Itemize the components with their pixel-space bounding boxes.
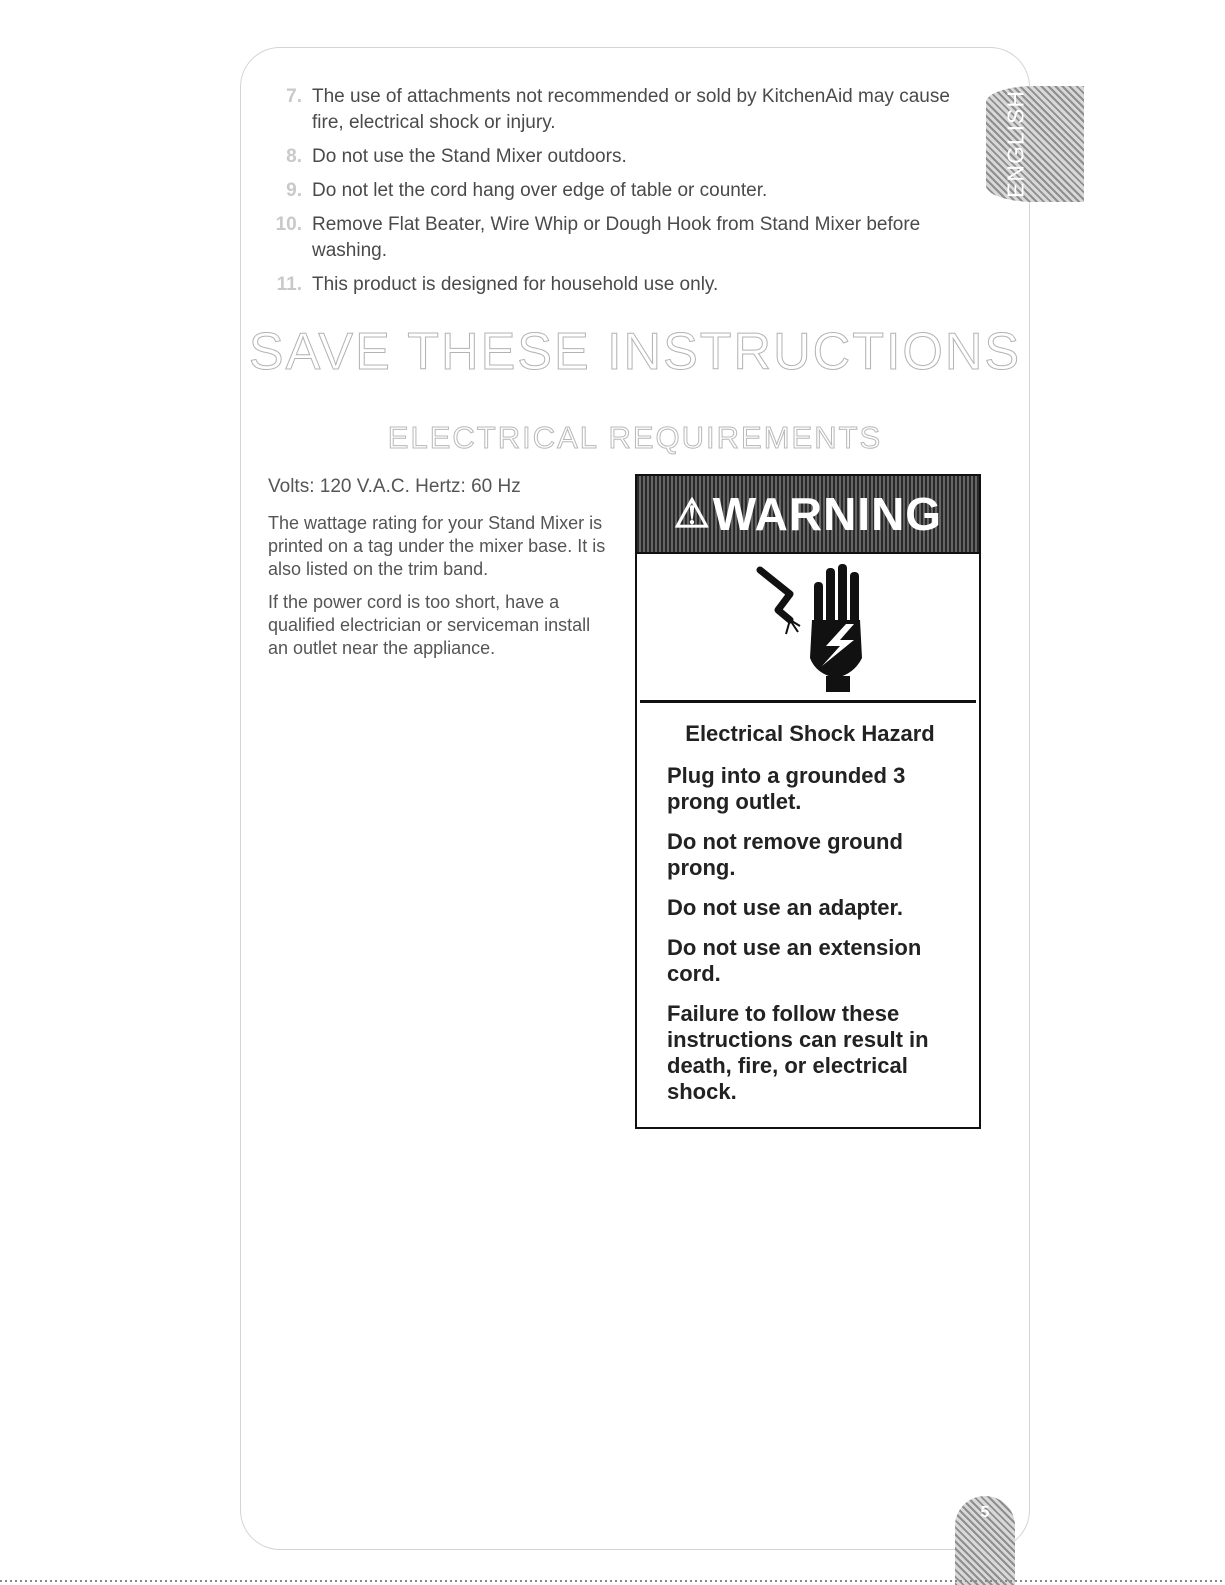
list-item: 7. The use of attachments not recommended or sold by KitchenAid may cause fire, electrical shock or injury.: [286, 86, 950, 133]
list-item: 8. Do not use the Stand Mixer outdoors.: [286, 146, 627, 167]
page-number-tab: [955, 1496, 1015, 1585]
language-tab: [986, 86, 1084, 202]
warning-triangle-icon: ⚠: [673, 492, 711, 536]
list-item: 9. Do not let the cord hang over edge of table or counter.: [286, 180, 768, 201]
electrical-requirements-text: [268, 475, 613, 670]
warning-header: [637, 476, 979, 554]
volts-line: Volts: 120 V.A.C. Hertz: 60 Hz: [268, 476, 521, 497]
list-item: 10. Remove Flat Beater, Wire Whip or Dough Hook from Stand Mixer before washing.: [275, 214, 921, 261]
warning-line: Do not use an adapter.: [667, 895, 903, 920]
page-number: 5: [980, 1504, 990, 1521]
hazard-title: Electrical Shock Hazard: [685, 721, 935, 746]
electric-shock-hand-icon: [640, 554, 978, 700]
warning-line: Do not remove ground prong.: [667, 829, 903, 880]
warning-line: Failure to follow these instructions can result in death, fire, or electrical shock.: [667, 1001, 929, 1104]
electrical-requirements-heading: ELECTRICAL REQUIREMENTS: [387, 420, 883, 455]
warning-header-label: WARNING: [712, 488, 943, 540]
list-item: 11. This product is designed for household use only.: [276, 274, 719, 295]
cord-paragraph: If the power cord is too short, have a qualified electrician or serviceman install an outlet near the appliance.: [268, 592, 591, 658]
warning-body: [637, 703, 979, 1105]
safety-instructions-list: [270, 84, 970, 306]
warning-box: [635, 474, 981, 1129]
language-tab-label: ENGLISH: [1002, 90, 1029, 198]
wattage-paragraph: The wattage rating for your Stand Mixer is printed on a tag under the mixer base. It is also listed on the trim band.: [268, 513, 606, 579]
save-instructions-heading: SAVE THESE INSTRUCTIONS: [248, 323, 1022, 381]
warning-line: Do not use an extension cord.: [667, 935, 922, 986]
warning-line: Plug into a grounded 3 prong outlet.: [667, 763, 906, 814]
shock-hazard-illustration: [640, 554, 976, 703]
bottom-rule: [0, 1580, 1225, 1582]
